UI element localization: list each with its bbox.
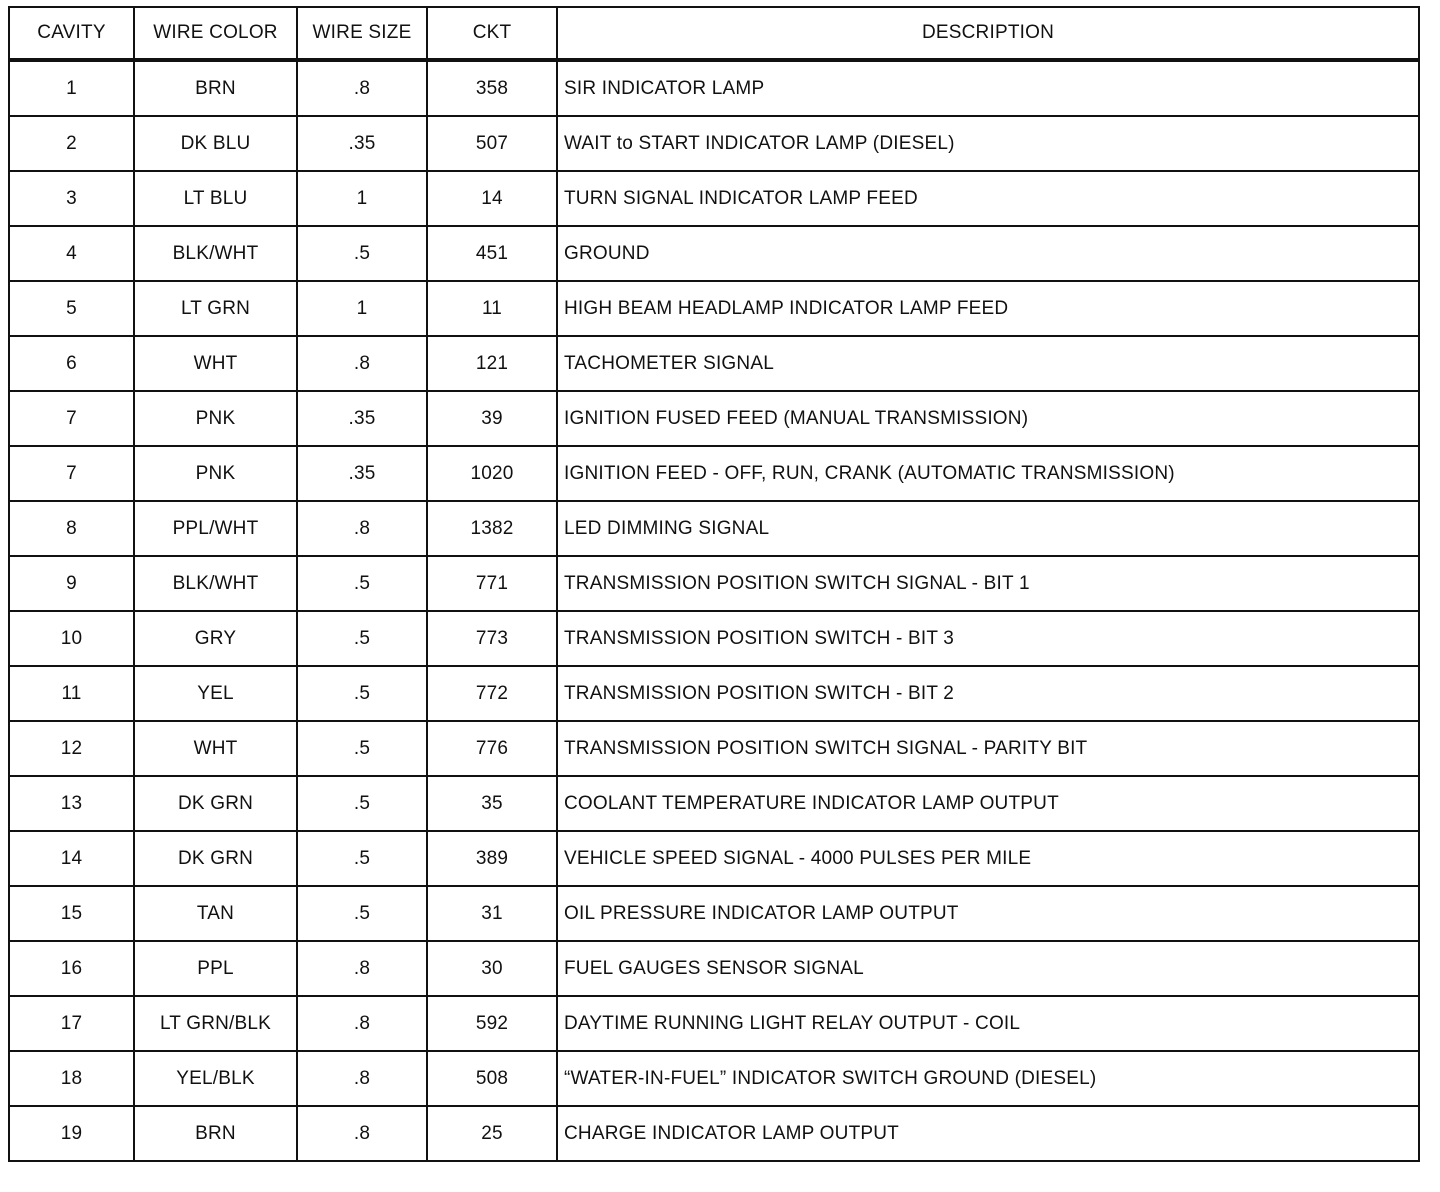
cell-wire-color: PPL/WHT [134,501,297,556]
cell-description: FUEL GAUGES SENSOR SIGNAL [557,941,1419,996]
cell-description: TRANSMISSION POSITION SWITCH - BIT 2 [557,666,1419,721]
cell-wire-color: WHT [134,336,297,391]
cell-ckt: 30 [427,941,557,996]
cell-ckt: 31 [427,886,557,941]
cell-wire-size: .8 [297,1106,427,1161]
cell-wire-size: .5 [297,666,427,721]
cell-wire-size: .5 [297,226,427,281]
cell-cavity: 19 [9,1106,134,1161]
cell-ckt: 11 [427,281,557,336]
cell-cavity: 17 [9,996,134,1051]
cell-cavity: 5 [9,281,134,336]
cell-wire-color: TAN [134,886,297,941]
table-row [9,556,1419,611]
cell-wire-color: BLK/WHT [134,226,297,281]
table-row [9,666,1419,721]
table-body [9,60,1419,1161]
cell-cavity: 15 [9,886,134,941]
cell-description: DAYTIME RUNNING LIGHT RELAY OUTPUT - COIL [557,996,1419,1051]
cell-wire-color: LT BLU [134,171,297,226]
table-row [9,171,1419,226]
cell-wire-color: BLK/WHT [134,556,297,611]
cell-ckt: 35 [427,776,557,831]
cell-ckt: 121 [427,336,557,391]
cell-description: WAIT to START INDICATOR LAMP (DIESEL) [557,116,1419,171]
cell-ckt: 773 [427,611,557,666]
cell-wire-size: 1 [297,171,427,226]
cell-wire-color: LT GRN/BLK [134,996,297,1051]
cell-cavity: 6 [9,336,134,391]
cell-wire-size: .5 [297,831,427,886]
cell-description: COOLANT TEMPERATURE INDICATOR LAMP OUTPUT [557,776,1419,831]
cell-cavity: 1 [9,60,134,116]
cell-ckt: 772 [427,666,557,721]
cell-wire-color: GRY [134,611,297,666]
header-wire-color: WIRE COLOR [134,7,297,60]
cell-description: LED DIMMING SIGNAL [557,501,1419,556]
cell-ckt: 358 [427,60,557,116]
cell-wire-color: YEL/BLK [134,1051,297,1106]
cell-ckt: 389 [427,831,557,886]
cell-description: “WATER-IN-FUEL” INDICATOR SWITCH GROUND (DIESEL) [557,1051,1419,1106]
cell-cavity: 4 [9,226,134,281]
cell-description: VEHICLE SPEED SIGNAL - 4000 PULSES PER MILE [557,831,1419,886]
cell-wire-size: .8 [297,996,427,1051]
cell-ckt: 14 [427,171,557,226]
cell-ckt: 507 [427,116,557,171]
header-description: DESCRIPTION [557,7,1419,60]
cell-ckt: 508 [427,1051,557,1106]
cell-wire-color: BRN [134,60,297,116]
cell-cavity: 7 [9,391,134,446]
cell-wire-color: DK BLU [134,116,297,171]
cell-description: TRANSMISSION POSITION SWITCH - BIT 3 [557,611,1419,666]
cell-cavity: 2 [9,116,134,171]
cell-cavity: 8 [9,501,134,556]
cell-wire-color: LT GRN [134,281,297,336]
cell-wire-size: 1 [297,281,427,336]
cell-wire-color: PNK [134,446,297,501]
cell-wire-size: .8 [297,336,427,391]
cell-wire-color: PNK [134,391,297,446]
table-row [9,501,1419,556]
cell-cavity: 11 [9,666,134,721]
cell-description: IGNITION FEED - OFF, RUN, CRANK (AUTOMATIC TRANSMISSION) [557,446,1419,501]
cell-cavity: 3 [9,171,134,226]
cell-cavity: 9 [9,556,134,611]
cell-description: TACHOMETER SIGNAL [557,336,1419,391]
cell-wire-color: PPL [134,941,297,996]
cell-wire-color: BRN [134,1106,297,1161]
cell-wire-size: .8 [297,501,427,556]
table-row [9,996,1419,1051]
cell-description: SIR INDICATOR LAMP [557,60,1419,116]
table-row [9,1106,1419,1161]
cell-ckt: 776 [427,721,557,776]
cell-description: HIGH BEAM HEADLAMP INDICATOR LAMP FEED [557,281,1419,336]
table-row [9,776,1419,831]
cell-ckt: 25 [427,1106,557,1161]
cell-cavity: 13 [9,776,134,831]
cell-wire-size: .5 [297,611,427,666]
cell-wire-size: .5 [297,776,427,831]
cell-wire-size: .35 [297,446,427,501]
cell-cavity: 18 [9,1051,134,1106]
header-ckt: CKT [427,7,557,60]
table-row [9,336,1419,391]
cell-description: TRANSMISSION POSITION SWITCH SIGNAL - BIT 1 [557,556,1419,611]
table-row [9,446,1419,501]
table-row [9,1051,1419,1106]
table-row [9,116,1419,171]
table-row [9,391,1419,446]
cell-wire-color: YEL [134,666,297,721]
cell-wire-size: .8 [297,60,427,116]
cell-ckt: 1382 [427,501,557,556]
header-wire-size: WIRE SIZE [297,7,427,60]
cell-cavity: 14 [9,831,134,886]
table-row [9,831,1419,886]
cell-ckt: 592 [427,996,557,1051]
cell-wire-size: .35 [297,391,427,446]
cell-cavity: 12 [9,721,134,776]
table-row [9,60,1419,116]
table-row [9,611,1419,666]
table-row [9,226,1419,281]
header-row [9,7,1419,60]
cell-wire-size: .5 [297,721,427,776]
cell-ckt: 771 [427,556,557,611]
cell-wire-size: .5 [297,886,427,941]
cell-wire-color: WHT [134,721,297,776]
table-row [9,941,1419,996]
cell-wire-size: .5 [297,556,427,611]
cell-wire-size: .35 [297,116,427,171]
cell-wire-size: .8 [297,1051,427,1106]
cell-ckt: 451 [427,226,557,281]
table-row [9,281,1419,336]
cell-description: CHARGE INDICATOR LAMP OUTPUT [557,1106,1419,1161]
cell-description: GROUND [557,226,1419,281]
cell-cavity: 16 [9,941,134,996]
cell-ckt: 1020 [427,446,557,501]
cell-description: IGNITION FUSED FEED (MANUAL TRANSMISSION) [557,391,1419,446]
cell-description: TRANSMISSION POSITION SWITCH SIGNAL - PARITY BIT [557,721,1419,776]
cell-ckt: 39 [427,391,557,446]
connector-pinout-table [8,6,1420,1162]
cell-wire-color: DK GRN [134,831,297,886]
cell-wire-size: .8 [297,941,427,996]
cell-cavity: 7 [9,446,134,501]
cell-description: OIL PRESSURE INDICATOR LAMP OUTPUT [557,886,1419,941]
table-row [9,721,1419,776]
header-cavity: CAVITY [9,7,134,60]
cell-description: TURN SIGNAL INDICATOR LAMP FEED [557,171,1419,226]
cell-wire-color: DK GRN [134,776,297,831]
table-header [9,7,1419,60]
table-row [9,886,1419,941]
cell-cavity: 10 [9,611,134,666]
